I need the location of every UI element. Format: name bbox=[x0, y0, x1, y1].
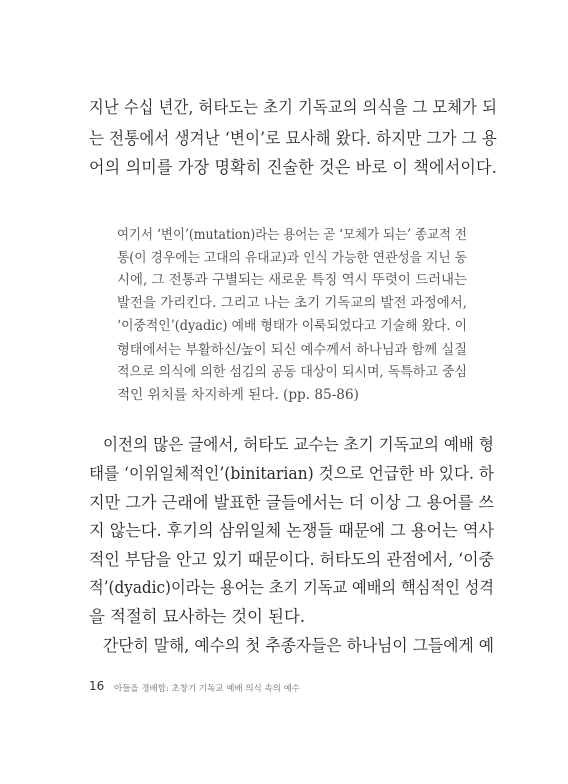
paragraph-line: 지만 그가 근래에 발표한 글들에서는 더 이상 그 용어를 쓰 bbox=[89, 493, 495, 512]
quote-line: 적인 위치를 차지하게 된다. (pp. 85-86) bbox=[117, 387, 359, 403]
quote-line: ‘이중적인’(dyadic) 예배 형태가 이룩되었다고 기술해 왔다. 이 bbox=[117, 318, 468, 334]
page-number: 16 bbox=[89, 679, 105, 693]
paragraph-line: 적’(dyadic)이라는 용어는 초기 기독교 예배의 핵심적인 성격 bbox=[89, 578, 495, 597]
paragraph-line: 지 않는다. 후기의 삼위일체 논쟁들 때문에 그 용어는 역사 bbox=[89, 521, 495, 540]
quote-line: 통(이 경우에는 고대의 유대교)과 인식 가능한 연관성을 지닌 동 bbox=[117, 250, 468, 266]
paragraph-line: 지난 수십 년간, 허타도는 초기 기독교의 의식을 그 모체가 되 bbox=[89, 98, 498, 118]
paragraph-line: 어의 의미를 가장 명확히 진술한 것은 바로 이 책에서이다. bbox=[89, 158, 497, 178]
paragraph-line: 간단히 말해, 예수의 첫 추종자들은 하나님이 그들에게 예 bbox=[103, 636, 495, 655]
paragraph-line: 을 적절히 묘사하는 것이 된다. bbox=[89, 607, 306, 626]
quote-line: 적으로 의식에 의한 섬김의 공동 대상이 되시며, 독특하고 중심 bbox=[117, 364, 468, 380]
quote-line: 형태에서는 부활하신/높이 되신 예수께서 하나님과 함께 실질 bbox=[117, 342, 468, 358]
quote-line: 여기서 ‘변이’(mutation)라는 용어는 곧 ‘모체가 되는’ 종교적 전 bbox=[117, 227, 468, 243]
quote-line: 발전을 가리킨다. 그리고 나는 초기 기독교의 발전 과정에서, bbox=[117, 295, 468, 311]
paragraph-line: 이전의 많은 글에서, 허타도 교수는 초기 기독교의 예배 형 bbox=[103, 435, 495, 454]
paragraph-line: 태를 ‘이위일체적인’(binitarian) 것으로 언급한 바 있다. 하 bbox=[89, 464, 494, 483]
quote-line: 시에, 그 전통과 구별되는 새로운 특징 역시 뚜렷이 드러내는 bbox=[117, 272, 468, 288]
paragraph-line: 는 전통에서 생겨난 ‘변이’로 묘사해 왔다. 하지만 그가 그 용 bbox=[89, 129, 497, 149]
paragraph-line: 적인 부담을 안고 있기 때문이다. 허타도의 관점에서, ‘이중 bbox=[89, 550, 495, 569]
running-title: 아들을 경배함: 초창기 기독교 예배 의식 속의 예수 bbox=[114, 684, 300, 694]
